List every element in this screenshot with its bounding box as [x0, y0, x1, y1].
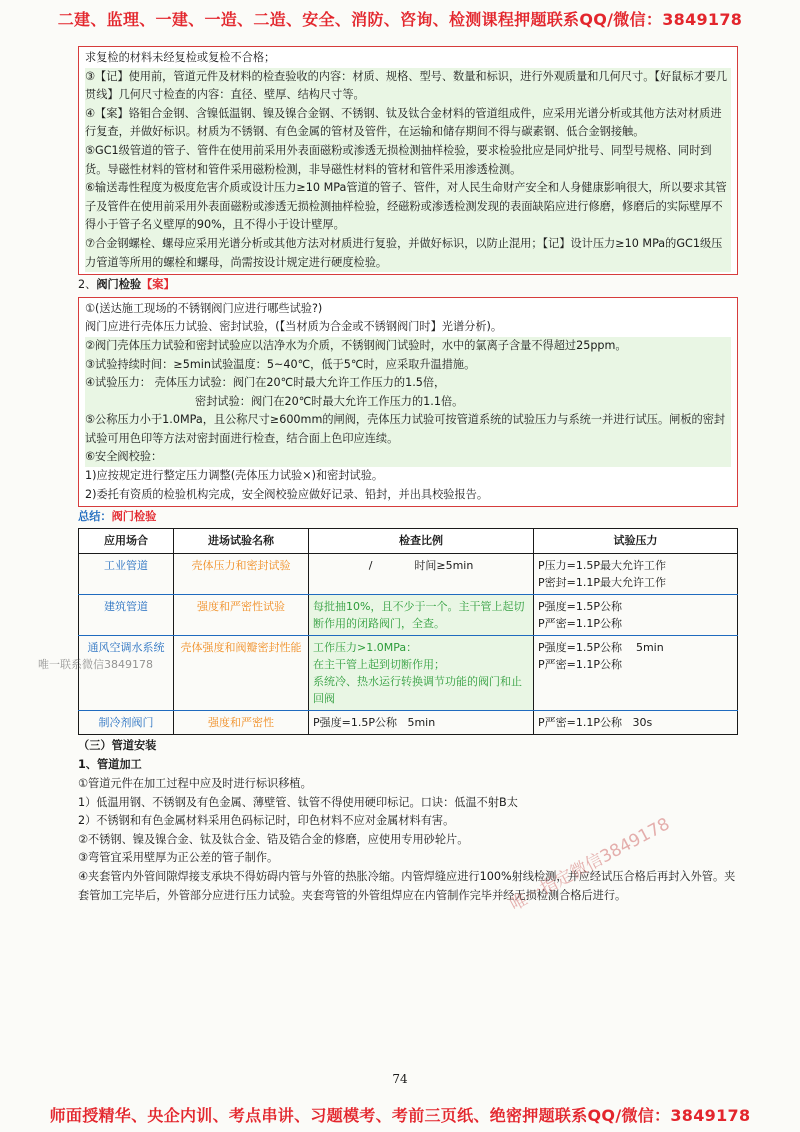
- cell-application: 建筑管道: [79, 594, 174, 635]
- q5: ⑤公称压力小于1.0MPa，且公称尺寸≥600mm的闸阀，壳体压力试验可按管道系统的试验压力与系统一并进行试压。闸板的密封试验可用色印等方法对密封面进行检查，结合面上色印应连续。: [85, 411, 731, 448]
- item-6: ⑥输送毒性程度为极度危害介质或设计压力≥10 MPa管道的管子、管件，对人民生命财产安全和人身健康影响很大，所以要求其管子及管件在使用前采用外表面磁粉或渗透无损检测抽样检验，经磁粉或渗透检测发现的表面缺陷应进行修磨，修磨后的实际壁厚不得小于管子名义壁厚的90%，且不得小于设计壁厚。: [85, 179, 731, 235]
- cell-test: 壳体强度和阀瓣密封性能: [174, 635, 309, 710]
- cell-ratio: 工作压力>1.0MPa： 在主干管上起到切断作用； 系统冷、热水运行转换调节功能的阀门和止回阀: [309, 635, 534, 710]
- table-row: [79, 594, 738, 635]
- q6: ⑥安全阀校验：: [85, 448, 731, 467]
- cell-test: 强度和严密性试验: [174, 594, 309, 635]
- item-3: ③【记】使用前，管道元件及材料的检查验收的内容：材质、规格、型号、数量和标识，进行外观质量和几何尺寸。【好鼠标才要几贯线】几何尺寸检查的内容：直径、壁厚、结构尺寸等。: [85, 68, 731, 105]
- heading-tag: 【案】: [141, 278, 175, 292]
- item-5: ⑤GC1级管道的管子、管件在使用前采用外表面磁粉或渗透无损检测抽样检验，要求检验批应是同炉批号、同型号规格、同时到货。导磁性材料的管材和管件采用磁粉检测，非导磁性材料的管材和管件采用渗透检测。: [85, 142, 731, 179]
- processing-item-1a: 1）低温用钢、不锈钢及有色金属、薄壁管、钛管不得使用硬印标记。口诀：低温不射B太: [78, 795, 518, 809]
- q4-seal: 密封试验：阀门在20℃时最大允许工作压力的1.1倍。: [85, 393, 731, 412]
- summary-label: 总结：: [78, 510, 112, 524]
- q6-item-1: 1)应按规定进行整定压力调整(壳体压力试验×)和密封试验。: [85, 469, 384, 483]
- valve-inspection-box: [78, 297, 738, 508]
- table-row: [79, 710, 738, 734]
- heading-text: 阀门检验: [96, 278, 142, 292]
- header-banner: 二建、监理、一建、一造、二造、安全、消防、咨询、检测课程押题联系QQ/微信：3849178: [57, 10, 743, 29]
- q1: ①(送达施工现场的不锈钢阀门应进行哪些试验?): [85, 301, 323, 315]
- col-pressure: 试验压力: [534, 528, 738, 553]
- q3: ③试验持续时间：≥5min试验温度：5~40℃，低于5℃时，应采取升温措施。: [85, 356, 731, 375]
- watermark-diagonal: 唯一指定微信3849178: [506, 814, 674, 916]
- processing-item-1: ①管道元件在加工过程中应及时进行标识移植。: [78, 777, 312, 791]
- q6-item-2: 2)委托有资质的检验机构完成，安全阀校验应做好记录、铅封，并出具校验报告。: [85, 487, 489, 501]
- summary-topic: 阀门检验: [111, 510, 157, 524]
- table-header-row: [79, 528, 738, 553]
- cell-application: 工业管道: [79, 553, 174, 594]
- valve-inspection-heading: [78, 276, 738, 295]
- cell-pressure: P强度=1.5P公称 5min P严密=1.1P公称: [534, 635, 738, 710]
- col-application: 应用场合: [79, 528, 174, 553]
- heading-number: 2、: [78, 278, 97, 292]
- intro-line: 求复检的材料未经复检或复检不合格；: [85, 51, 276, 64]
- cell-ratio: 每批抽10%，且不少于一个。主干管上起切断作用的闭路阀门，全查。: [309, 594, 534, 635]
- cell-ratio: P强度=1.5P公称 5min: [309, 710, 534, 734]
- pipe-processing-heading: 1、管道加工: [78, 758, 142, 772]
- summary-title: [78, 508, 738, 527]
- table-row: [79, 635, 738, 710]
- cell-test: 强度和严密性: [174, 710, 309, 734]
- q1-answer: 阀门应进行壳体压力试验、密封试验，(【当材质为合金或不锈钢阀门时】光谱分析)。: [85, 320, 503, 334]
- col-test-name: 进场试验名称: [174, 528, 309, 553]
- cell-ratio: / 时间≥5min: [309, 553, 534, 594]
- processing-item-4: ④夹套管内外管间隙焊接支承块不得妨碍内管与外管的热胀冷缩。内管焊缝应进行100%射线检测，并应经试压合格后再封入外管。夹套管加工完毕后，外管部分应进行压力试验。夹套弯管的外管组焊应在内管制作完毕并经无损检测合格后进行。: [78, 870, 736, 902]
- watermark-left: 唯一联系微信3849178: [38, 658, 153, 671]
- cell-pressure: P严密=1.1P公称 30s: [534, 710, 738, 734]
- processing-item-3: ③弯管宜采用壁厚为正公差的管子制作。: [78, 851, 279, 865]
- material-inspection-box: [78, 46, 738, 275]
- valve-summary-table: [78, 528, 738, 735]
- cell-pressure: P压力=1.5P最大允许工作 P密封=1.1P最大允许工作: [534, 553, 738, 594]
- cell-application: 通风空调水系统: [79, 635, 174, 710]
- cell-test: 壳体压力和密封试验: [174, 553, 309, 594]
- pipe-install-heading: （三）管道安装: [78, 738, 157, 752]
- processing-item-2: ②不锈钢、镍及镍合金、钛及钛合金、锆及锆合金的修磨，应使用专用砂轮片。: [78, 832, 469, 846]
- page-content: [78, 46, 738, 905]
- page-number: 74: [392, 1072, 408, 1086]
- q2: ②阀门壳体压力试验和密封试验应以洁净水为介质，不锈钢阀门试验时，水中的氯离子含量不得超过25ppm。: [85, 337, 731, 356]
- col-ratio: 检查比例: [309, 528, 534, 553]
- item-4: ④【案】铬钼合金钢、含镍低温钢、镍及镍合金钢、不锈钢、钛及钛合金材料的管道组成件，应采用光谱分析或其他方法对材质进行复查，并做好标识。材质为不锈钢、有色金属的管材及管件，在运输和储存期间不得与碳素钢、低合金钢接触。: [85, 105, 731, 142]
- cell-pressure: P强度=1.5P公称 P严密=1.1P公称: [534, 594, 738, 635]
- footer-banner: 师面授精华、央企内训、考点串讲、习题模考、考前三页纸、绝密押题联系QQ/微信：3849178: [49, 1106, 751, 1125]
- table-row: [79, 553, 738, 594]
- item-7: ⑦合金钢螺栓、螺母应采用光谱分析或其他方法对材质进行复验，并做好标识，以防止混用；【记】设计压力≥10 MPa的GC1级压力管道等所用的螺栓和螺母，尚需按设计规定进行硬度检验。: [85, 235, 731, 272]
- q4-shell: ④试验压力： 壳体压力试验：阀门在20℃时最大允许工作压力的1.5倍，: [85, 374, 731, 393]
- cell-application: 制冷剂阀门: [79, 710, 174, 734]
- processing-item-1b: 2）不锈钢和有色金属材料采用色码标记时，印色材料不应对金属材料有害。: [78, 814, 455, 828]
